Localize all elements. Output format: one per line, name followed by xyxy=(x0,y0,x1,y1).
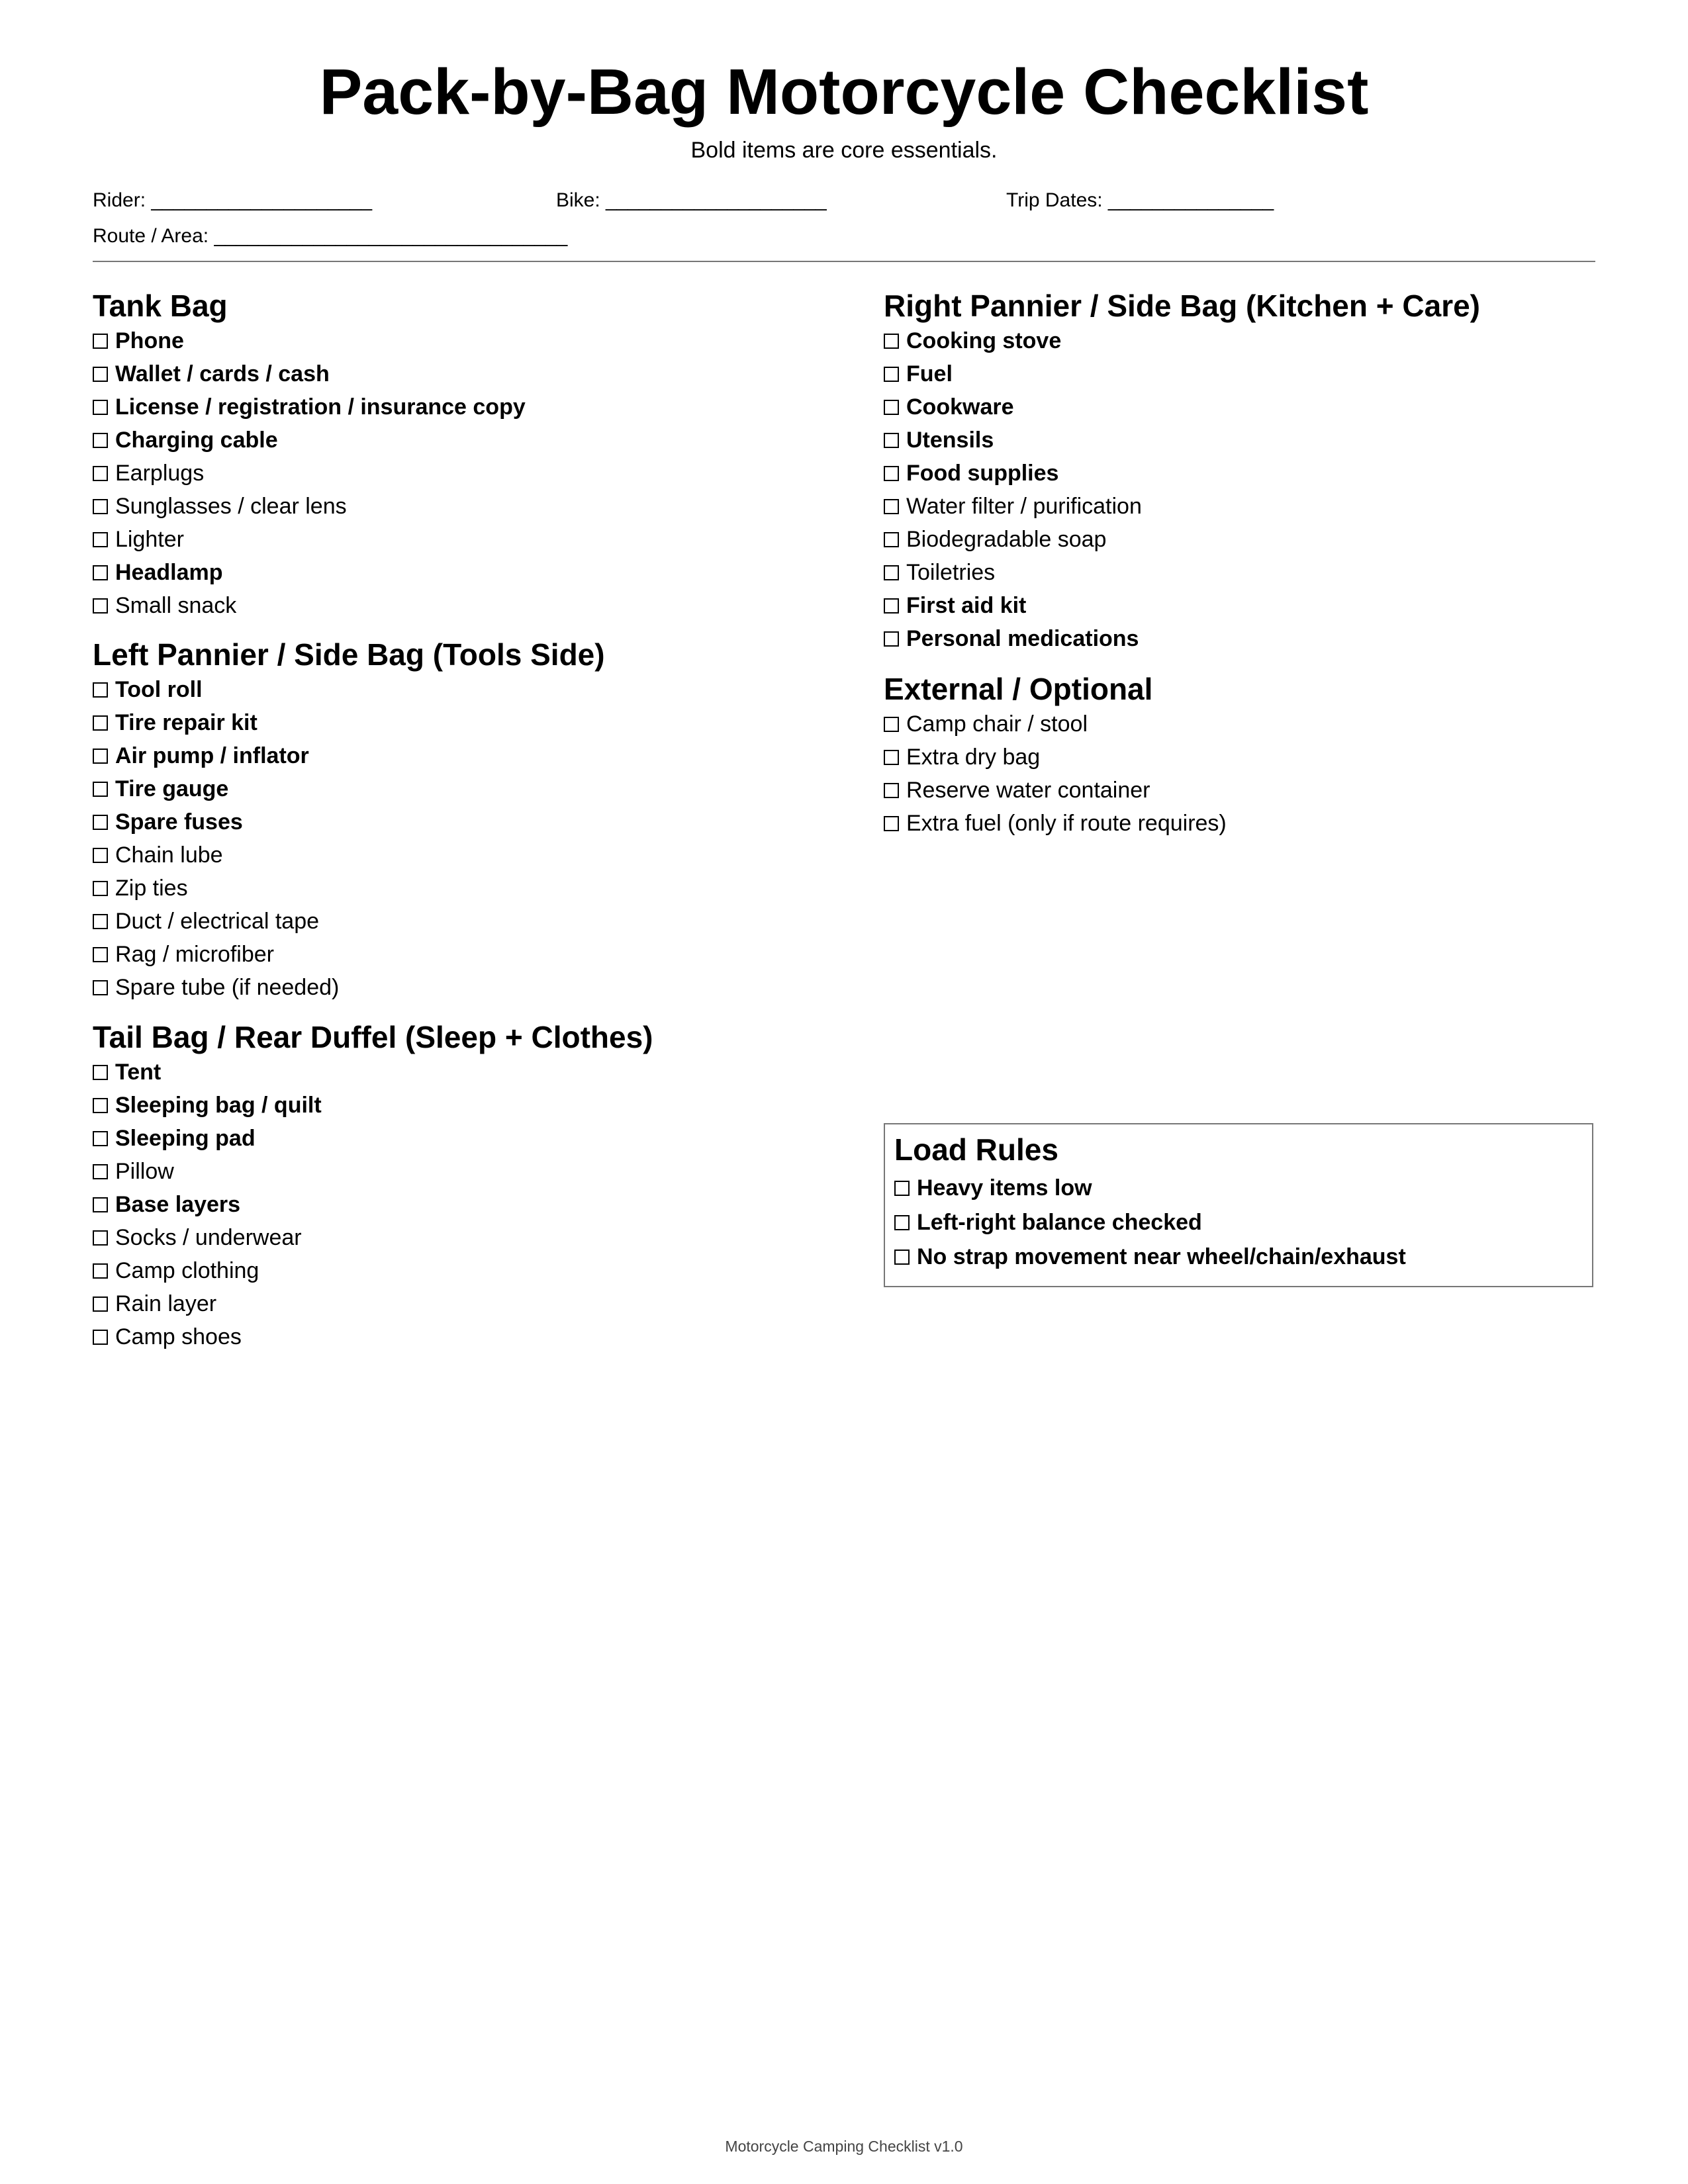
section-title: Load Rules xyxy=(894,1132,1058,1167)
checkbox[interactable] xyxy=(93,1330,108,1345)
footer-version: Motorcycle Camping Checklist v1.0 xyxy=(725,2138,963,2155)
item-label: License / registration / insurance copy xyxy=(115,394,526,420)
item-label: Camp clothing xyxy=(115,1258,259,1283)
bike-field[interactable]: Bike: ____________________ xyxy=(556,189,827,211)
checkbox[interactable] xyxy=(93,367,108,382)
checklist-item xyxy=(93,1056,653,1089)
checkbox[interactable] xyxy=(894,1181,910,1196)
checkbox[interactable] xyxy=(93,980,108,995)
checklist-item xyxy=(93,938,605,971)
checklist xyxy=(93,1056,653,1353)
item-label: Tire gauge xyxy=(115,776,229,801)
section-title: Right Pannier / Side Bag (Kitchen + Care) xyxy=(884,289,1480,323)
checkbox[interactable] xyxy=(93,1065,108,1080)
section-title: External / Optional xyxy=(884,672,1153,706)
checklist-item xyxy=(93,1320,653,1353)
checklist-item xyxy=(884,357,1480,390)
checklist xyxy=(884,707,1227,840)
checklist-item xyxy=(894,1240,1583,1274)
checklist-item xyxy=(93,523,526,556)
checkbox[interactable] xyxy=(884,783,899,798)
item-label: Reserve water container xyxy=(906,778,1150,803)
item-label: Fuel xyxy=(906,361,953,387)
checklist-item xyxy=(894,1171,1583,1205)
item-label: Toiletries xyxy=(906,560,996,585)
checkbox[interactable] xyxy=(93,433,108,448)
checklist-item xyxy=(884,424,1480,457)
item-label: Rag / microfiber xyxy=(115,942,274,967)
section-external-optional xyxy=(884,670,1227,840)
checkbox[interactable] xyxy=(884,367,899,382)
load-rules-box xyxy=(884,1123,1593,1287)
checklist-item xyxy=(884,523,1480,556)
item-label: Air pump / inflator xyxy=(115,743,309,768)
item-label: Spare tube (if needed) xyxy=(115,975,340,1000)
checkbox[interactable] xyxy=(93,499,108,514)
checkbox[interactable] xyxy=(884,717,899,732)
item-label: Earplugs xyxy=(115,461,205,486)
checklist-item xyxy=(884,741,1227,774)
checklist-item xyxy=(93,706,605,739)
item-label: Headlamp xyxy=(115,560,223,585)
item-label: Cooking stove xyxy=(906,328,1062,353)
checkbox[interactable] xyxy=(93,565,108,580)
checklist-item xyxy=(884,390,1480,424)
checkbox[interactable] xyxy=(93,914,108,929)
item-label: Food supplies xyxy=(906,461,1059,486)
item-label: Tool roll xyxy=(115,677,203,702)
checkbox[interactable] xyxy=(884,499,899,514)
checkbox[interactable] xyxy=(93,1131,108,1146)
checkbox[interactable] xyxy=(884,598,899,614)
header-divider xyxy=(93,261,1595,262)
checklist-item xyxy=(884,324,1480,357)
page-title: Pack-by-Bag Motorcycle Checklist xyxy=(319,56,1369,128)
checklist-item xyxy=(93,839,605,872)
checklist-item xyxy=(884,556,1480,589)
checklist-item xyxy=(884,457,1480,490)
checklist-item xyxy=(93,971,605,1004)
checklist-item xyxy=(93,739,605,772)
item-label: First aid kit xyxy=(906,593,1027,618)
checkbox[interactable] xyxy=(93,1263,108,1279)
rider-field[interactable]: Rider: ____________________ xyxy=(93,189,373,211)
checklist-item xyxy=(93,324,526,357)
checkbox[interactable] xyxy=(884,433,899,448)
route-area-field[interactable]: Route / Area: ________________________________ xyxy=(93,225,568,247)
checkbox[interactable] xyxy=(93,715,108,731)
checkbox[interactable] xyxy=(93,749,108,764)
item-label: Chain lube xyxy=(115,842,223,868)
checklist-item xyxy=(93,1089,653,1122)
item-label: Spare fuses xyxy=(115,809,243,835)
checklist-item xyxy=(93,357,526,390)
checklist xyxy=(884,324,1480,655)
checkbox[interactable] xyxy=(884,631,899,647)
item-label: Duct / electrical tape xyxy=(115,909,320,934)
item-label: Base layers xyxy=(115,1192,241,1217)
checkbox[interactable] xyxy=(884,816,899,831)
checkbox[interactable] xyxy=(93,334,108,349)
checklist-item xyxy=(93,1254,653,1287)
checklist xyxy=(93,324,526,622)
checklist-item xyxy=(93,905,605,938)
item-label: Personal medications xyxy=(906,626,1139,651)
checkbox[interactable] xyxy=(93,682,108,698)
checkbox[interactable] xyxy=(884,565,899,580)
item-label: Pillow xyxy=(115,1159,174,1184)
checkbox[interactable] xyxy=(93,1164,108,1179)
item-label: Water filter / purification xyxy=(906,494,1142,519)
item-label: Charging cable xyxy=(115,428,278,453)
item-label: Tent xyxy=(115,1060,162,1085)
checkbox[interactable] xyxy=(884,400,899,415)
item-label: Biodegradable soap xyxy=(906,527,1107,552)
checklist xyxy=(93,673,605,1004)
checklist-item xyxy=(93,589,526,622)
item-label: Camp chair / stool xyxy=(906,711,1088,737)
item-label: Camp shoes xyxy=(115,1324,242,1349)
checklist-item xyxy=(894,1205,1583,1240)
checklist-item xyxy=(884,774,1227,807)
checklist-item xyxy=(93,872,605,905)
checkbox[interactable] xyxy=(894,1215,910,1230)
checklist-item xyxy=(93,1188,653,1221)
checkbox[interactable] xyxy=(93,598,108,614)
checkbox[interactable] xyxy=(884,334,899,349)
checkbox[interactable] xyxy=(93,815,108,830)
checklist-item xyxy=(93,805,605,839)
checklist-item xyxy=(884,622,1480,655)
section-title: Tail Bag / Rear Duffel (Sleep + Clothes) xyxy=(93,1020,653,1054)
section-left-pannier xyxy=(93,636,605,1004)
item-label: Zip ties xyxy=(115,876,188,901)
section-title: Tank Bag xyxy=(93,289,228,323)
checkbox[interactable] xyxy=(884,532,899,547)
checklist-item xyxy=(93,1122,653,1155)
item-label: Tire repair kit xyxy=(115,710,258,735)
checklist-item xyxy=(93,772,605,805)
item-label: Wallet / cards / cash xyxy=(115,361,330,387)
item-label: Socks / underwear xyxy=(115,1225,302,1250)
checkbox[interactable] xyxy=(894,1250,910,1265)
checkbox[interactable] xyxy=(884,750,899,765)
checkbox[interactable] xyxy=(93,400,108,415)
page-subtitle: Bold items are core essentials. xyxy=(690,138,998,163)
section-tank-bag xyxy=(93,287,526,622)
item-label: Sunglasses / clear lens xyxy=(115,494,347,519)
item-label: Lighter xyxy=(115,527,184,552)
section-tail-bag xyxy=(93,1019,653,1353)
item-label: Left-right balance checked xyxy=(917,1210,1202,1235)
checklist-item xyxy=(884,490,1480,523)
item-label: No strap movement near wheel/chain/exhaust xyxy=(917,1244,1406,1269)
checkbox[interactable] xyxy=(93,532,108,547)
item-label: Extra dry bag xyxy=(906,745,1041,770)
checkbox[interactable] xyxy=(93,1230,108,1246)
checklist-item xyxy=(93,1155,653,1188)
checklist-item xyxy=(884,807,1227,840)
checklist-item xyxy=(93,490,526,523)
checkbox[interactable] xyxy=(884,466,899,481)
checkbox[interactable] xyxy=(93,466,108,481)
checklist-item xyxy=(93,1221,653,1254)
checklist-item xyxy=(93,673,605,706)
checklist-item xyxy=(93,457,526,490)
section-right-pannier xyxy=(884,287,1480,655)
item-label: Sleeping pad xyxy=(115,1126,256,1151)
trip-dates-field[interactable]: Trip Dates: _______________ xyxy=(1006,189,1274,211)
item-label: Cookware xyxy=(906,394,1014,420)
item-label: Small snack xyxy=(115,593,237,618)
checklist-item xyxy=(93,424,526,457)
checkbox[interactable] xyxy=(93,848,108,863)
item-label: Heavy items low xyxy=(917,1175,1092,1201)
item-label: Sleeping bag / quilt xyxy=(115,1093,322,1118)
checkbox[interactable] xyxy=(93,782,108,797)
item-label: Rain layer xyxy=(115,1291,217,1316)
item-label: Phone xyxy=(115,328,184,353)
checklist-item xyxy=(93,556,526,589)
checkbox[interactable] xyxy=(93,881,108,896)
checklist-item xyxy=(884,707,1227,741)
checklist-item xyxy=(93,390,526,424)
checkbox[interactable] xyxy=(93,1098,108,1113)
checklist xyxy=(894,1171,1583,1274)
section-title: Left Pannier / Side Bag (Tools Side) xyxy=(93,637,605,672)
checkbox[interactable] xyxy=(93,1297,108,1312)
checkbox[interactable] xyxy=(93,1197,108,1212)
item-label: Extra fuel (only if route requires) xyxy=(906,811,1227,836)
checkbox[interactable] xyxy=(93,947,108,962)
checklist-item xyxy=(884,589,1480,622)
checklist-item xyxy=(93,1287,653,1320)
item-label: Utensils xyxy=(906,428,994,453)
